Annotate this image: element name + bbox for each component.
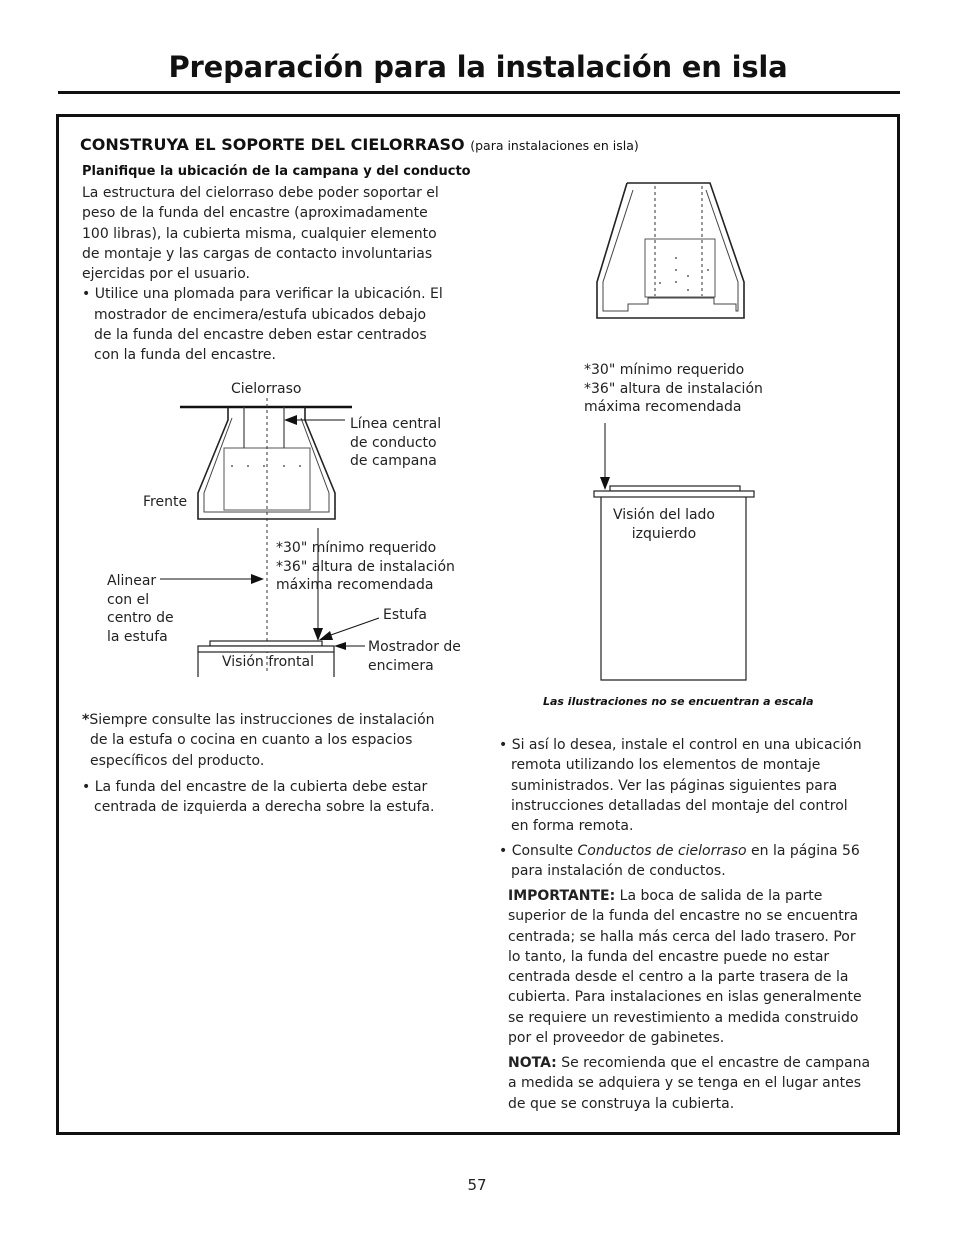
- text-line: • Consulte: [499, 843, 578, 859]
- text-line: Línea central: [350, 416, 442, 432]
- text-line: peso de la funda del encastre (aproximadamente: [82, 205, 428, 222]
- text-line: se requiere un revestimiento a medida construido: [508, 1009, 859, 1026]
- text-line: de la estufa o cocina en cuanto a los espacios: [90, 732, 413, 749]
- text-line: Alinear: [107, 573, 157, 589]
- label-side-view: [600, 506, 728, 543]
- label-ceiling: Cielorraso: [231, 381, 302, 397]
- label-centerline: [350, 415, 441, 471]
- label-front: Frente: [143, 494, 188, 510]
- text-line: en forma remota.: [511, 818, 634, 835]
- page-title: Preparación para la instalación en isla: [168, 50, 788, 84]
- right-bullet-1: [499, 735, 889, 836]
- important-note: [508, 886, 892, 1048]
- text-line: centrada; se halla más cerca del lado trasero. Por: [508, 928, 856, 945]
- text-line: centrada de izquierda a derecha sobre la estufa.: [94, 799, 435, 816]
- text-line: suministrados. Ver las páginas siguientes para: [511, 777, 838, 794]
- text-line: para instalación de conductos.: [511, 863, 726, 880]
- section-heading-text: CONSTRUYA EL SOPORTE DEL CIELORRASO: [80, 135, 465, 154]
- text-line: La estructura del cielorraso debe poder soportar el: [82, 185, 439, 201]
- text-line: encimera: [368, 657, 434, 674]
- text-line: *36" altura de instalación: [276, 558, 455, 575]
- text-line: en la página 56: [746, 843, 860, 859]
- text-line: la estufa: [107, 628, 168, 645]
- text-line: específicos del producto.: [90, 752, 265, 769]
- text-line: instrucciones detalladas del montaje del control: [511, 797, 848, 814]
- section-heading: [80, 135, 639, 154]
- label-counter: [368, 638, 461, 675]
- important-label: IMPORTANTE:: [508, 888, 616, 904]
- text-line: de la funda del encastre deben estar centrados: [94, 327, 427, 344]
- text-line: ejercidas por el usuario.: [82, 266, 251, 283]
- text-line: máxima recomendada: [584, 399, 742, 415]
- left-subheading: Planifique la ubicación de la campana y del conducto: [82, 164, 471, 179]
- nota-note: [508, 1053, 892, 1114]
- label-align: [107, 572, 174, 646]
- text-line: Mostrador de: [368, 639, 461, 655]
- text-line: *30" mínimo requerido: [276, 540, 437, 556]
- text-line: con la funda del encastre.: [94, 347, 276, 364]
- text-line: de que se construya la cubierta.: [508, 1095, 735, 1112]
- nota-label: NOTA:: [508, 1055, 557, 1071]
- text-line: remota utilizando los elementos de montaje: [511, 757, 821, 774]
- right-bullet-2: [499, 841, 889, 882]
- label-height-side: [584, 361, 763, 417]
- label-front-view: Visión frontal: [222, 654, 315, 670]
- text-line: mostrador de encimera/estufa ubicados debajo: [94, 306, 427, 323]
- left-bullet-2: [82, 777, 482, 818]
- side-view-diagram: [580, 170, 780, 690]
- text-line: con el: [107, 591, 150, 608]
- text-line: La boca de salida de la parte: [615, 888, 823, 904]
- text-line: cubierta. Para instalaciones en islas generalmente: [508, 989, 862, 1006]
- text-line: *36" altura de instalación: [584, 380, 763, 397]
- title-rule: [58, 91, 900, 94]
- note-star: *: [82, 712, 90, 728]
- text-line: lo tanto, la funda del encastre puede no estar: [508, 948, 830, 965]
- page-number: 57: [467, 1176, 487, 1194]
- text-line: de conducto: [350, 434, 437, 451]
- left-paragraph: [82, 183, 482, 366]
- text-line: izquierdo: [631, 525, 697, 542]
- text-line: superior de la funda del encastre no se encuentra: [508, 908, 859, 925]
- text-line: Siempre consulte las instrucciones de instalación: [89, 712, 435, 728]
- section-heading-note: (para instalaciones en isla): [470, 138, 639, 153]
- text-line: centrada desde el centro a la parte trasera de la: [508, 969, 849, 986]
- text-line: • Utilice una plomada para verificar la ubicación. El: [82, 286, 443, 303]
- scale-note: Las ilustraciones no se encuentran a escala: [543, 695, 814, 708]
- left-note: [82, 710, 482, 771]
- text-line: Visión del lado: [613, 507, 715, 523]
- label-stove: Estufa: [383, 607, 428, 623]
- text-line: • Si así lo desea, instale el control en una ubicación: [499, 737, 862, 753]
- text-line: a medida se adquiera y se tenga en el lugar antes: [508, 1075, 862, 1092]
- text-line: de montaje y las cargas de contacto involuntarias: [82, 245, 433, 262]
- text-line: • La funda del encastre de la cubierta debe estar: [82, 779, 428, 795]
- text-line: máxima recomendada: [276, 577, 434, 593]
- text-line: por el proveedor de gabinetes.: [508, 1030, 725, 1047]
- text-line: 100 libras), la cubierta misma, cualquier elemento: [82, 225, 437, 242]
- text-line: centro de: [107, 610, 174, 626]
- text-line: *30" mínimo requerido: [584, 362, 745, 378]
- label-height-front: [276, 539, 455, 595]
- text-line: de campana: [350, 453, 437, 469]
- page-reference: Conductos de cielorraso: [577, 843, 747, 859]
- text-line: Se recomienda que el encastre de campana: [556, 1055, 871, 1071]
